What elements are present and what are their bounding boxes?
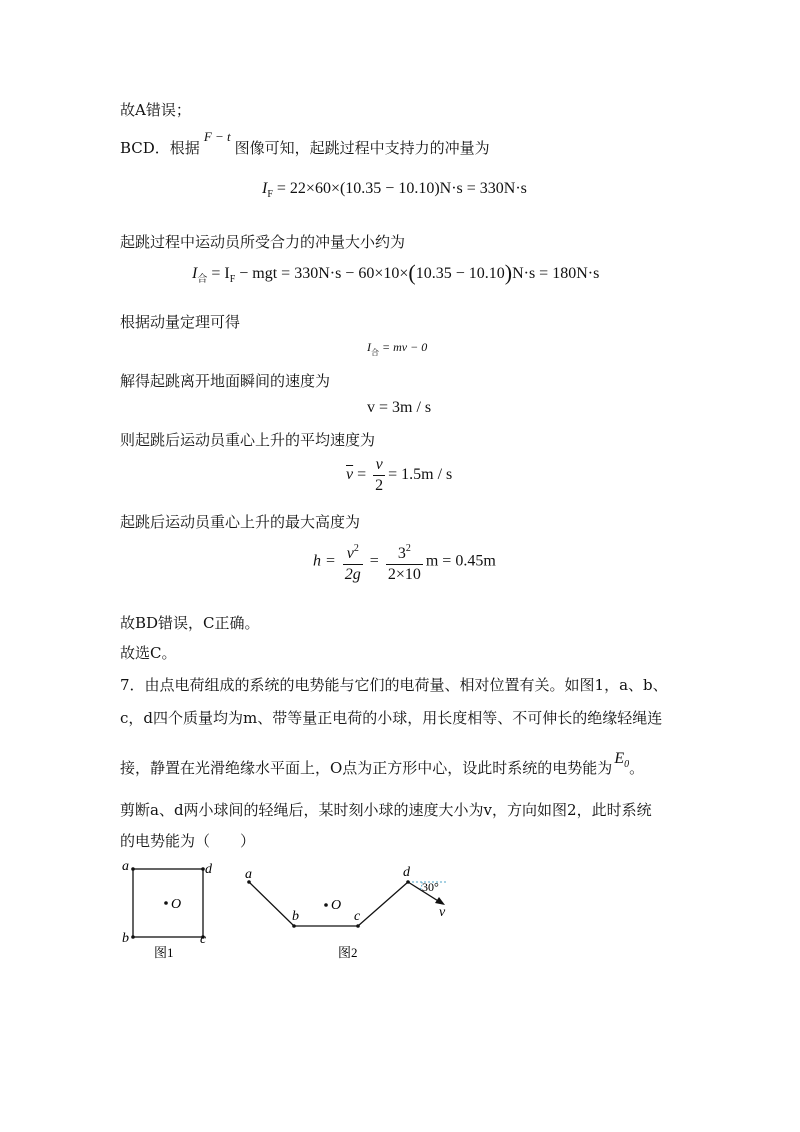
equation-velocity: v = 3m / s <box>367 399 432 416</box>
label-b: b <box>122 931 129 946</box>
line-conclusion-a: 故A错误； <box>120 101 191 119</box>
label-o: O <box>171 897 182 912</box>
velocity-arrowhead <box>435 897 445 905</box>
label-angle: 30° <box>422 880 439 894</box>
line-average-velocity: 则起跳后运动员重心上升的平均速度为 <box>120 431 376 449</box>
label-b: b <box>292 909 299 924</box>
line-momentum-theorem: 根据动量定理可得 <box>120 313 241 331</box>
line-solve-velocity: 解得起跳离开地面瞬间的速度为 <box>120 372 331 390</box>
equation-max-height: h = $\frac{v^2}{2g}$ = $\frac{3^2}{2\times 10}$ m = 0.45m <box>313 540 496 584</box>
point-b <box>292 924 296 928</box>
line-max-height: 起跳后运动员重心上升的最大高度为 <box>120 513 361 531</box>
line-net-impulse: 起跳过程中运动员所受合力的冲量大小约为 <box>120 233 406 251</box>
center-point <box>324 903 328 907</box>
point-d <box>406 880 410 884</box>
equation-net-impulse: $I_合 = I_F$ − mgt = 330N·s − 60×10×(10.35 − 10.10)N·s = 180N·s <box>192 260 600 285</box>
math-f-t: F − t <box>203 129 231 144</box>
question-7-line-2: c，d四个质量均为m、带等量正电荷的小球，用长度相等、不可伸长的绝缘轻绳连 <box>120 709 663 727</box>
figure-1 <box>116 855 226 965</box>
label-a: a <box>245 867 252 882</box>
center-point <box>164 901 168 905</box>
question-7-line-4: 剪断a、d两小球间的轻绳后，某时刻小球的速度大小为v，方向如图2，此时系统 <box>120 801 652 819</box>
question-7-line-1: 7．由点电荷组成的系统的电势能与它们的电荷量、相对位置有关。如图1，a、b、 <box>120 676 668 694</box>
label-d: d <box>205 862 212 877</box>
point-c <box>356 924 360 928</box>
label-o: O <box>331 898 342 913</box>
equation-support-impulse: $I_F = 22\times 60\times(10.35 - 10.10)N\cdot s = 330N\cdot s$ <box>262 180 527 200</box>
equation-average-velocity: $\overline{v}$ = $\frac{v}{2}$ = 1.5m / s <box>346 456 453 494</box>
label-c: c <box>354 909 361 924</box>
label-a: a <box>122 859 129 874</box>
square-frame <box>133 869 203 937</box>
label-c: c <box>200 932 207 947</box>
point-b <box>131 935 135 939</box>
line-bcd-intro: BCD．根据F − t图像可知，起跳过程中支持力的冲量为 <box>120 129 490 157</box>
equation-momentum: $I_合$ = mv − 0 <box>367 340 428 357</box>
label-v: v <box>439 905 446 920</box>
line-choose-c: 故选C。 <box>120 644 177 662</box>
figure-2 <box>236 860 466 965</box>
math-e0: $E_0$ <box>614 750 630 770</box>
caption-fig2: 图2 <box>338 945 358 960</box>
point-a <box>131 867 135 871</box>
label-d: d <box>403 865 410 880</box>
rope-chain <box>249 882 408 926</box>
line-bd-wrong: 故BD错误，C正确。 <box>120 614 260 632</box>
question-7-line-3: 接，静置在光滑绝缘水平面上，O点为正方形中心，设此时系统的电势能为$E_0$。 <box>120 750 645 777</box>
question-7-line-5: 的电势能为（ ） <box>120 832 256 850</box>
caption-fig1: 图1 <box>154 945 174 960</box>
